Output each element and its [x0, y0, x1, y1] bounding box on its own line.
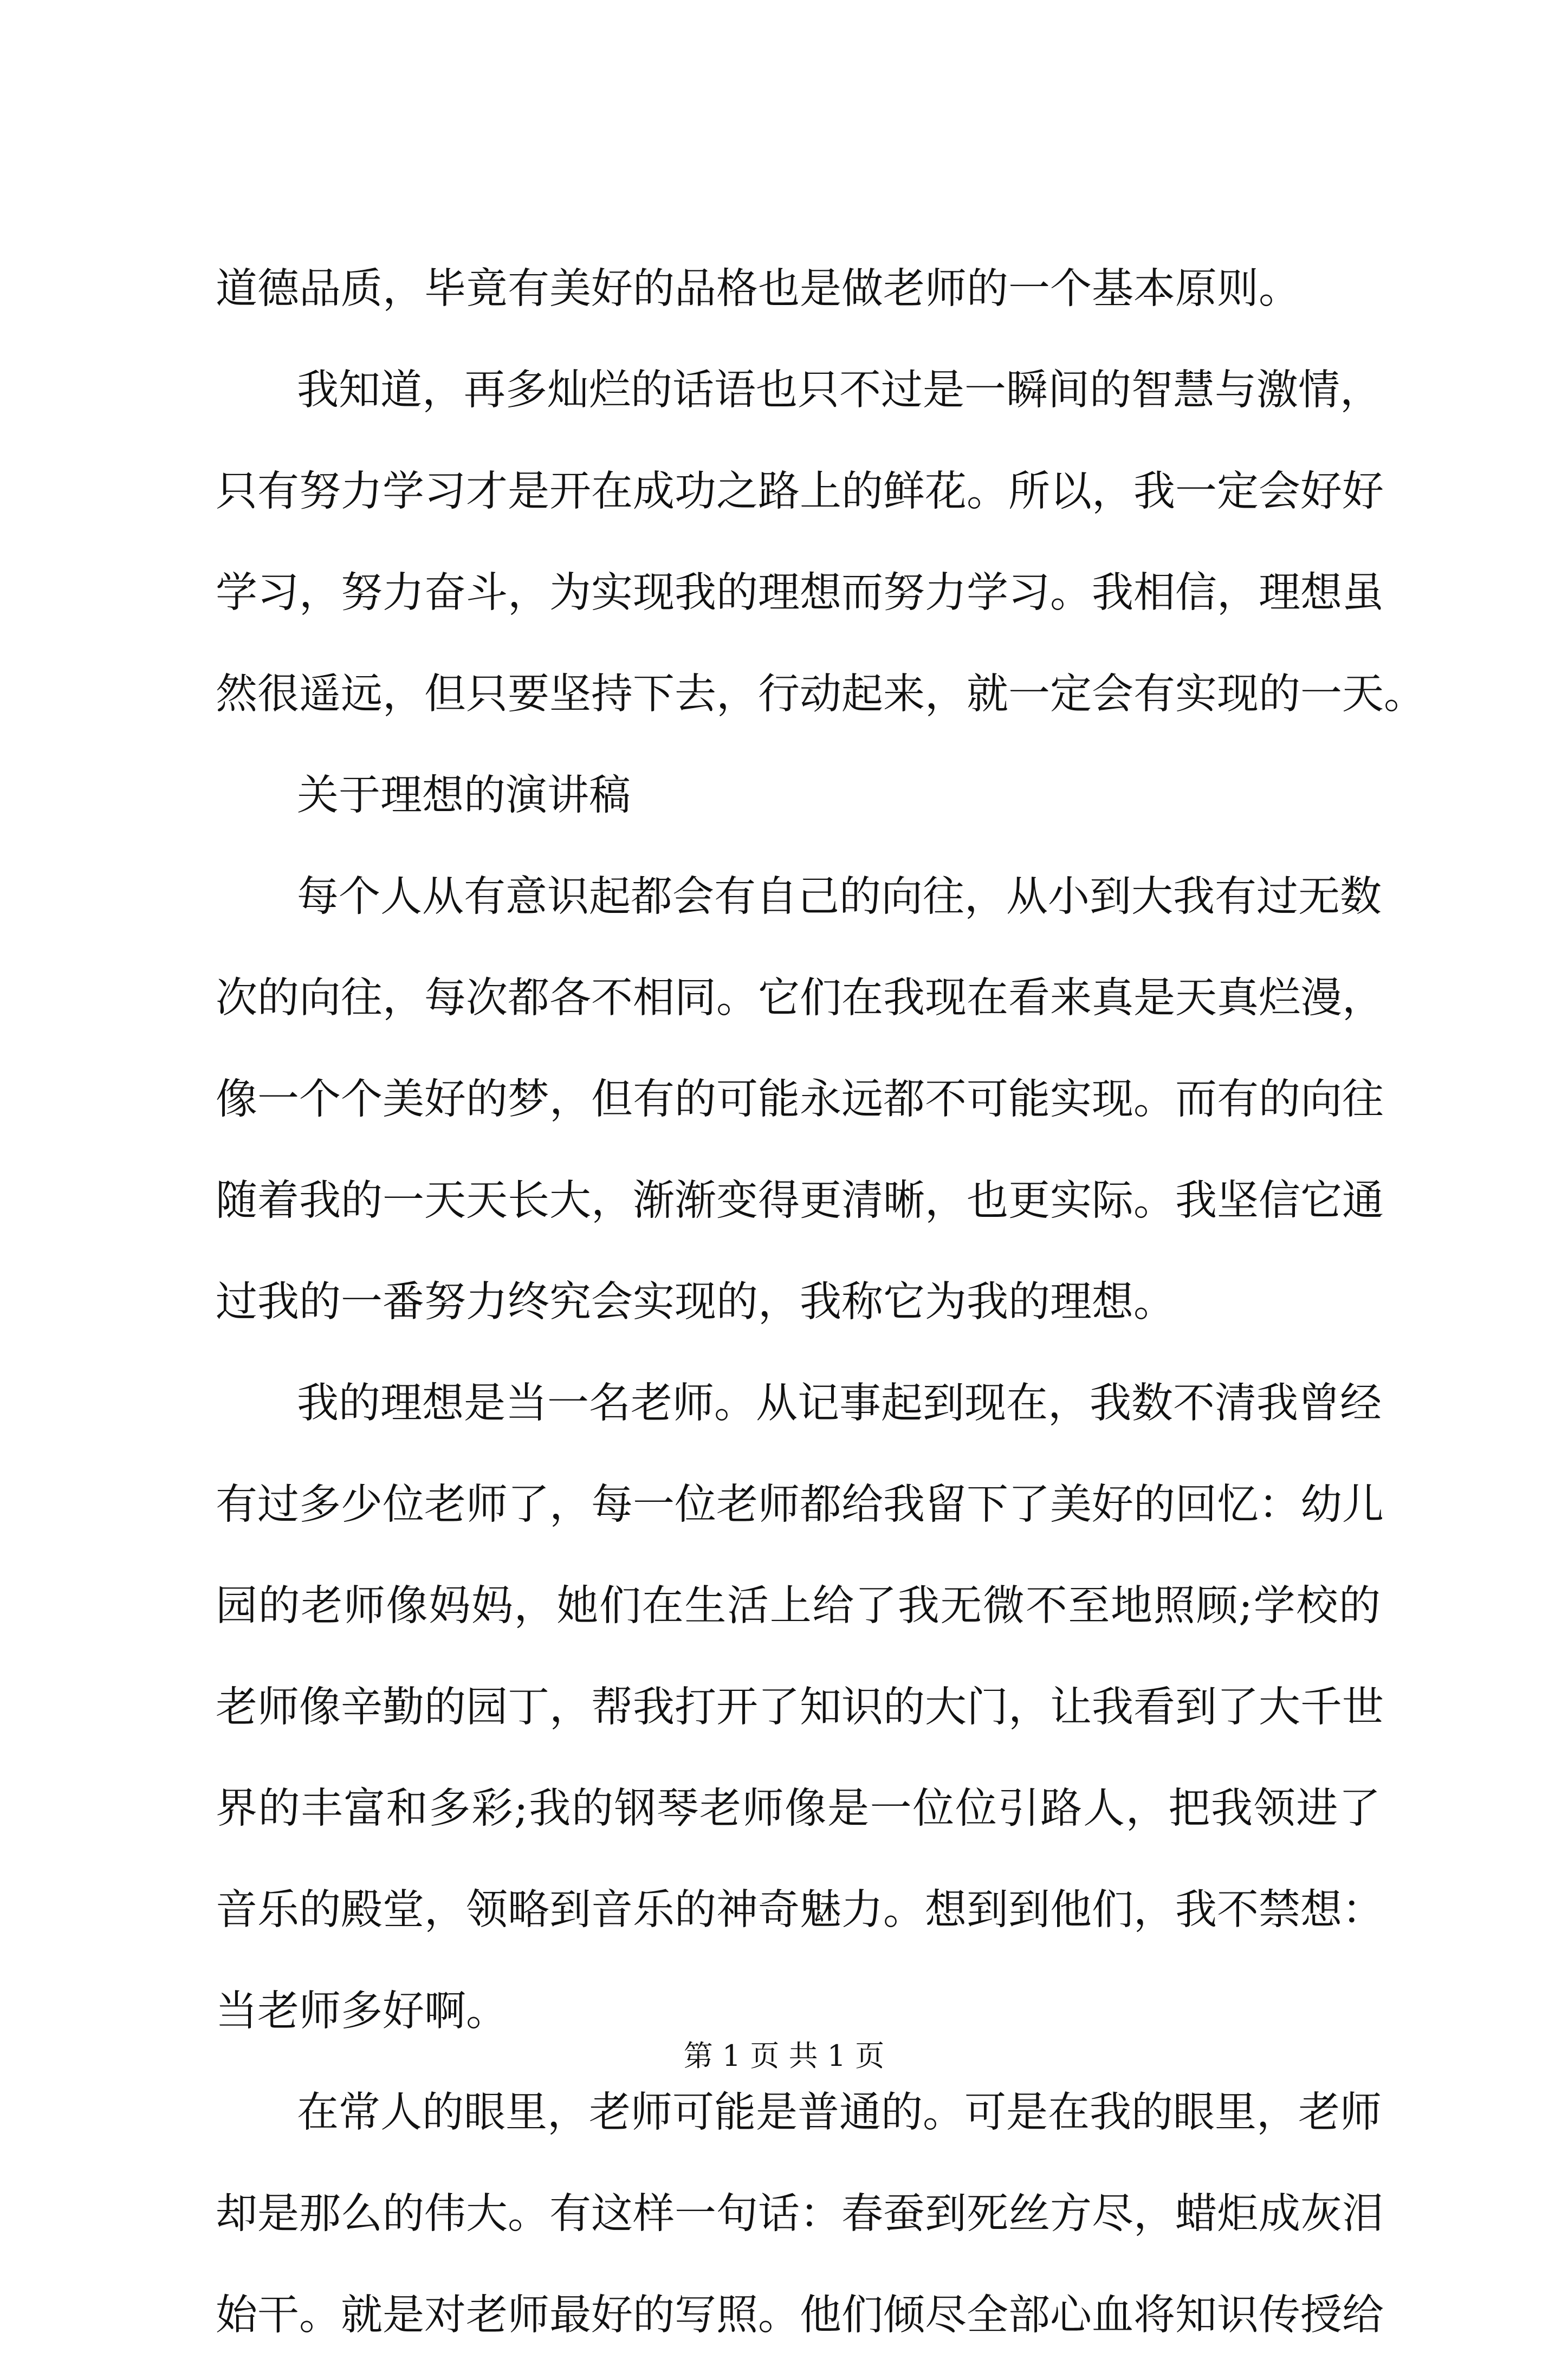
text-line: 道德品质，毕竟有美好的品格也是做老师的一个基本原则。 — [216, 265, 1300, 313]
text-line: 我的理想是当一名老师。从记事起到现在，我数不清我曾经 — [297, 1379, 1382, 1428]
text-line: 始干。就是对老师最好的写照。他们倾尽全部心血将知识传授给 — [216, 2291, 1384, 2339]
text-line: 每个人从有意识起都会有自己的向往，从小到大我有过无数 — [297, 873, 1382, 921]
text-line: 像一个个美好的梦，但有的可能永远都不可能实现。而有的向往 — [216, 1075, 1384, 1124]
page-footer: 第 1 页 共 1 页 — [683, 2039, 885, 2073]
text-line: 过我的一番努力终究会实现的，我称它为我的理想。 — [216, 1278, 1175, 1326]
text-line: 只有努力学习才是开在成功之路上的鲜花。所以，我一定会好好 — [216, 468, 1384, 516]
text-line: 关于理想的演讲稿 — [297, 772, 631, 820]
text-line: 老师像辛勤的园丁，帮我打开了知识的大门，让我看到了大千世 — [216, 1683, 1384, 1732]
text-line: 园的老师像妈妈，她们在生活上给了我无微不至地照顾;学校的 — [216, 1582, 1381, 1630]
text-line: 在常人的眼里，老师可能是普通的。可是在我的眼里，老师 — [297, 2089, 1382, 2137]
text-line: 随着我的一天天长大，渐渐变得更清晰，也更实际。我坚信它通 — [216, 1177, 1384, 1225]
text-line: 次的向往，每次都各不相同。它们在我现在看来真是天真烂漫， — [216, 974, 1384, 1022]
text-line: 我知道，再多灿烂的话语也只不过是一瞬间的智慧与激情， — [297, 366, 1382, 414]
text-line: 当老师多好啊。 — [216, 1987, 508, 2036]
text-line: 界的丰富和多彩;我的钢琴老师像是一位位引路人，把我领进了 — [216, 1785, 1381, 1833]
text-line: 有过多少位老师了，每一位老师都给我留下了美好的回忆：幼儿 — [216, 1481, 1384, 1529]
text-line: 音乐的殿堂，领略到音乐的神奇魅力。想到到他们，我不禁想： — [216, 1886, 1384, 1934]
text-line: 学习，努力奋斗，为实现我的理想而努力学习。我相信，理想虽 — [216, 569, 1384, 617]
text-line: 然很遥远，但只要坚持下去，行动起来，就一定会有实现的一天。 — [216, 670, 1426, 718]
text-line: 却是那么的伟大。有这样一句话：春蚕到死丝方尽，蜡炬成灰泪 — [216, 2190, 1384, 2238]
